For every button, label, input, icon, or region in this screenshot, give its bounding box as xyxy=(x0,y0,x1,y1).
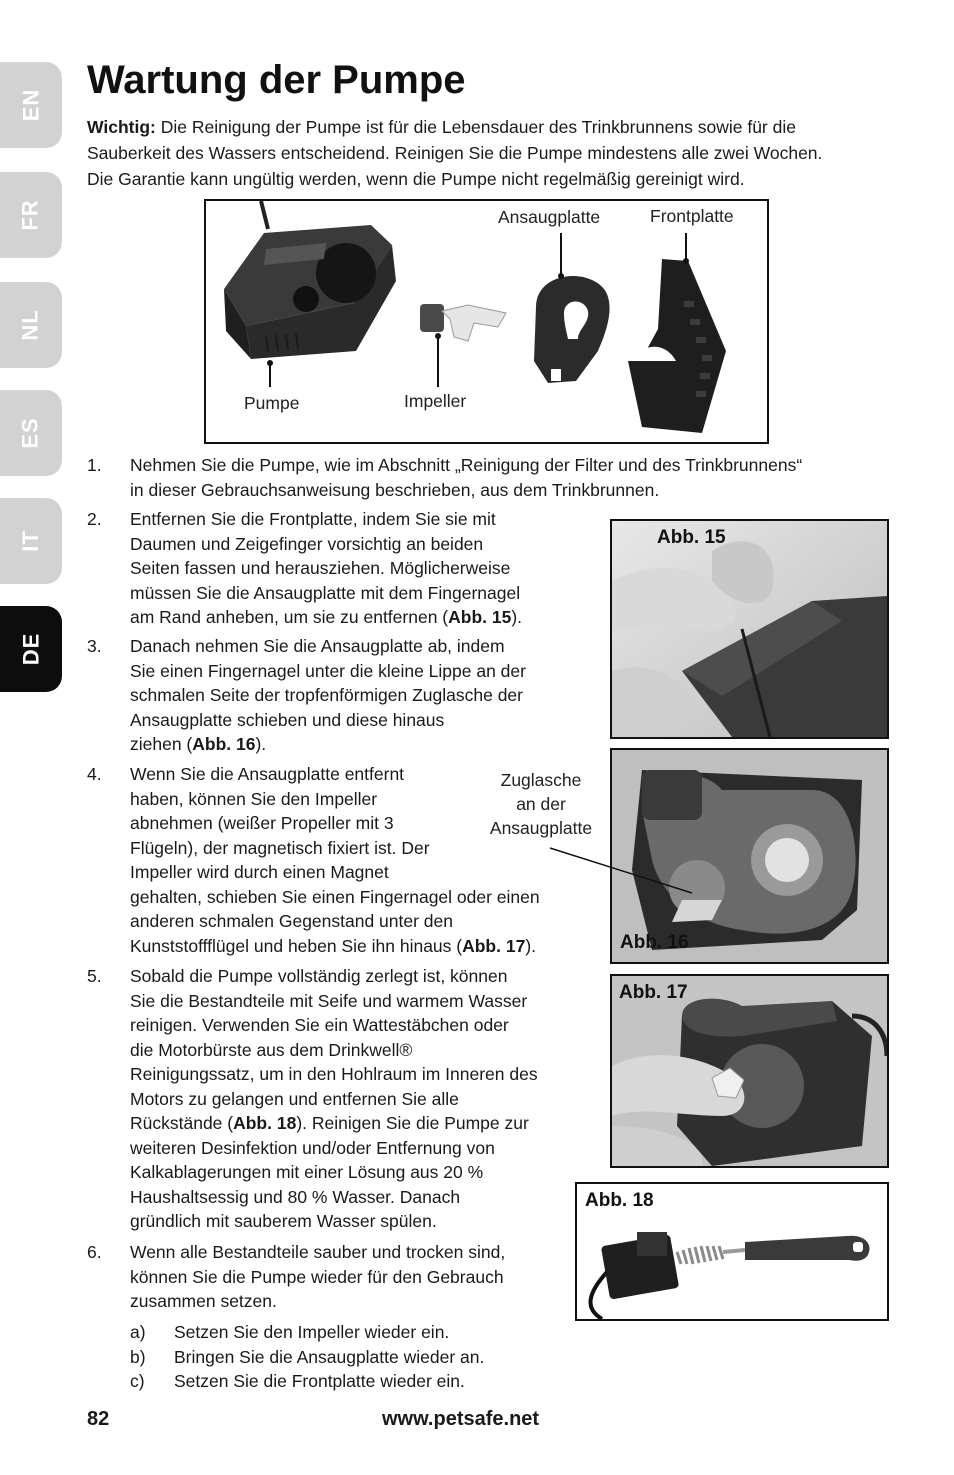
callout-line: Ansaugplatte xyxy=(489,818,593,838)
tab-it[interactable] xyxy=(0,498,62,584)
substep-c xyxy=(130,1369,570,1394)
step-number: 1. xyxy=(87,455,102,475)
label-pumpe: Pumpe xyxy=(244,393,300,413)
intro-line: Sauberkeit des Wassers entscheidend. Reinigen Sie die Pumpe mindestens alle zwei Wochen. xyxy=(87,143,823,163)
figure-ref: Abb. 15 xyxy=(448,607,512,627)
step-line: anderen schmalen Gegenstand unter den xyxy=(130,911,454,931)
intro-line: Die Reinigung der Pumpe ist für die Lebensdauer des Trinkbrunnens sowie für die xyxy=(160,117,796,137)
step-2 xyxy=(87,507,597,632)
label-frontplatte: Frontplatte xyxy=(650,206,734,226)
intro-lead: Wichtig: xyxy=(87,117,156,137)
pump-parts-figure xyxy=(204,199,769,444)
step-line: haben, können Sie den Impeller xyxy=(130,788,378,809)
step-line: Ansaugplatte schieben und diese hinaus xyxy=(130,709,445,730)
pump-image xyxy=(224,201,396,359)
step-line: weiteren Desinfektion und/oder Entfernung von xyxy=(130,1137,495,1158)
step-line: ). xyxy=(255,734,267,754)
step-number: 5. xyxy=(87,966,102,986)
callout-line: an der xyxy=(516,794,566,814)
step-line: abnehmen (weißer Propeller mit 3 xyxy=(130,813,394,833)
photo-abb-15 xyxy=(610,519,889,739)
tab-nl[interactable] xyxy=(0,282,62,368)
substep-text: Setzen Sie die Frontplatte wieder ein. xyxy=(174,1371,465,1391)
step-number: 6. xyxy=(87,1242,102,1262)
tab-en[interactable] xyxy=(0,62,62,148)
step-line: Kalkablagerungen mit einer Lösung aus 20 % xyxy=(130,1162,484,1182)
figure-label-16: Abb. 16 xyxy=(620,932,689,953)
step-line: müssen Sie die Ansaugplatte mit dem Fingernagel xyxy=(130,582,521,603)
step-line: Nehmen Sie die Pumpe, wie im Abschnitt „Reinigung der Filter und des Trinkbrunnens“ xyxy=(130,455,803,475)
step-number: 3. xyxy=(87,636,102,656)
step-line: reinigen. Verwenden Sie ein Wattestäbchen oder xyxy=(130,1015,509,1035)
substep-label: c) xyxy=(130,1371,145,1391)
substep-text: Setzen Sie den Impeller wieder ein. xyxy=(174,1322,450,1342)
step-line: Wenn alle Bestandteile sauber und trocken sind, xyxy=(130,1242,506,1262)
intake-plate-image xyxy=(534,276,610,383)
substep-label: a) xyxy=(130,1322,146,1342)
label-impeller: Impeller xyxy=(404,391,467,411)
step-1 xyxy=(87,453,897,503)
tab-label: DE xyxy=(18,632,43,666)
step-line: ). Reinigen Sie die Pumpe zur xyxy=(296,1113,529,1133)
tab-label: FR xyxy=(17,199,43,231)
tab-label: NL xyxy=(17,309,43,341)
figure-ref: Abb. 18 xyxy=(233,1113,297,1133)
step-line: Daumen und Zeigefinger vorsichtig an beiden xyxy=(130,533,484,554)
figure-label-15: Abb. 15 xyxy=(657,527,726,548)
step-line: Kunststoffflügel und heben Sie ihn hinaus ( xyxy=(130,935,463,956)
tab-fr[interactable] xyxy=(0,172,62,258)
step-3 xyxy=(87,634,597,759)
photo-abb-16 xyxy=(610,748,889,964)
substep-a xyxy=(130,1320,570,1345)
step-line: ). xyxy=(525,935,537,956)
callout-line: Zuglasche xyxy=(500,770,582,790)
step-line: Flügeln), der magnetisch fixiert ist. Der xyxy=(130,837,430,858)
page-title: Wartung der Pumpe xyxy=(87,58,466,102)
step-line: Impeller wird durch einen Magnet xyxy=(130,862,389,882)
step-line: in dieser Gebrauchsanweisung beschrieben, aus dem Trinkbrunnen. xyxy=(130,479,660,500)
step-line: Wenn Sie die Ansaugplatte entfernt xyxy=(130,764,405,784)
label-ansaugplatte: Ansaugplatte xyxy=(498,207,601,227)
front-plate-image xyxy=(628,259,726,433)
step-line: Reinigungssatz, um in den Hohlraum im Inneren des xyxy=(130,1064,538,1084)
figure-label-18: Abb. 18 xyxy=(585,1190,654,1211)
step-number: 2. xyxy=(87,509,102,529)
figure-label-17: Abb. 17 xyxy=(619,982,688,1003)
page-number: 82 xyxy=(87,1408,110,1430)
step-line: Motors zu gelangen und entfernen Sie alle xyxy=(130,1088,459,1109)
tab-label: IT xyxy=(18,530,43,552)
step-line: Sobald die Pumpe vollständig zerlegt ist, können xyxy=(130,966,508,986)
step-5 xyxy=(87,964,597,1236)
step-line: ziehen ( xyxy=(130,734,193,754)
step-line: Danach nehmen Sie die Ansaugplatte ab, indem xyxy=(130,636,505,656)
tab-label: ES xyxy=(17,417,43,449)
photo-abb-18 xyxy=(575,1182,889,1321)
tab-de[interactable] xyxy=(0,606,62,692)
step-line: die Motorbürste aus dem Drinkwell® xyxy=(130,1039,413,1060)
step-line: am Rand anheben, um sie zu entfernen ( xyxy=(130,607,449,627)
step-line: Sie die Bestandteile mit Seife und warmem Wasser xyxy=(130,990,528,1011)
step-line: gründlich mit sauberem Wasser spülen. xyxy=(130,1211,437,1231)
step-line: ). xyxy=(511,607,523,627)
step-line: können Sie die Pumpe wieder für den Gebrauch xyxy=(130,1266,504,1287)
step-number: 4. xyxy=(87,764,102,784)
tab-label: EN xyxy=(18,88,43,122)
step-line: Sie einen Fingernagel unter die kleine Lippe an der xyxy=(130,660,526,681)
footer-url[interactable]: www.petsafe.net xyxy=(382,1408,540,1430)
substep-label: b) xyxy=(130,1347,146,1367)
pull-tab-callout xyxy=(476,768,606,840)
substep-text: Bringen Sie die Ansaugplatte wieder an. xyxy=(174,1347,485,1367)
step-line: Seiten fassen und herausziehen. Möglicherweise xyxy=(130,558,511,578)
tab-es[interactable] xyxy=(0,390,62,476)
figure-ref: Abb. 16 xyxy=(192,734,256,754)
step-line: Entfernen Sie die Frontplatte, indem Sie sie mit xyxy=(130,509,496,529)
intro-line: Die Garantie kann ungültig werden, wenn die Pumpe nicht regelmäßig gereinigt wird. xyxy=(87,169,745,189)
photo-abb-17 xyxy=(610,974,889,1168)
figure-ref: Abb. 17 xyxy=(462,935,526,956)
impeller-image xyxy=(420,304,506,341)
step-line: Rückstände ( xyxy=(130,1113,234,1133)
step-line: Haushaltsessig und 80 % Wasser. Danach xyxy=(130,1186,461,1207)
step-line: schmalen Seite der tropfenförmigen Zuglasche der xyxy=(130,685,523,705)
step-line: zusammen setzen. xyxy=(130,1291,277,1311)
substep-b xyxy=(130,1345,570,1370)
step-line: gehalten, schieben Sie einen Fingernagel oder einen xyxy=(130,886,540,907)
step-6 xyxy=(87,1240,577,1316)
intro-paragraph xyxy=(87,114,897,192)
